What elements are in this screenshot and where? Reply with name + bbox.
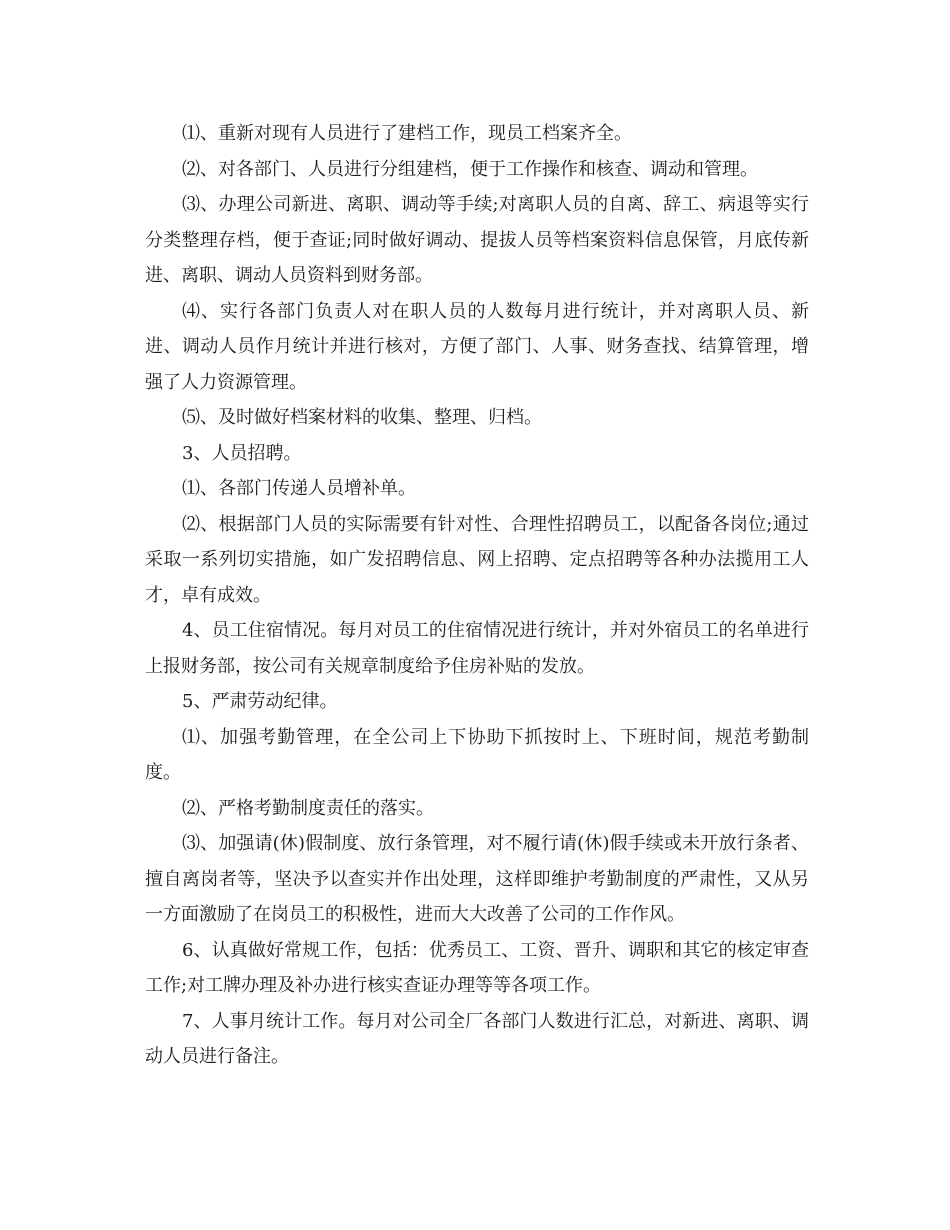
paragraph-archive-2: ⑵、对各部门、人员进行分组建档，便于工作操作和核查、调动和管理。 xyxy=(182,158,758,180)
document-body xyxy=(145,116,809,1075)
paragraph-accommodation: 4、员工住宿情况。每月对员工的住宿情况进行统计，并对外宿员工的名单进行上报财务部，按公司有关规章制度给予住房补贴的发放。 xyxy=(145,620,809,677)
section-heading-recruitment: 3、人员招聘。 xyxy=(182,442,302,464)
paragraph-archive-5: ⑸、及时做好档案材料的收集、整理、归档。 xyxy=(182,407,542,428)
paragraph-monthly-statistics: 7、人事月统计工作。每月对公司全厂各部门人数进行汇总，对新进、离职、调动人员进行备注。 xyxy=(145,1010,809,1067)
paragraph-discipline-1: ⑴、加强考勤管理，在全公司上下协助下抓按时上、下班时间，规范考勤制度。 xyxy=(145,726,809,783)
paragraph-archive-1: ⑴、重新对现有人员进行了建档工作，现员工档案齐全。 xyxy=(182,123,632,144)
paragraph-discipline-3: ⑶、加强请(休)假制度、放行条管理，对不履行请(休)假手续或未开放行条者、擅自离岗者等，坚决予以查实并作出处理，这样即维护考勤制度的严肃性，又从另一方面激励了在岗员工的积极性，进而大大改善了公司的工作作风。 xyxy=(145,833,809,925)
paragraph-archive-4: ⑷、实行各部门负责人对在职人员的人数每月进行统计，并对离职人员、新进、调动人员作月统计并进行核对，方便了部门、人事、财务查找、结算管理，增强了人力资源管理。 xyxy=(145,300,809,393)
paragraph-recruitment-1: ⑴、各部门传递人员增补单。 xyxy=(182,478,416,499)
paragraph-recruitment-2: ⑵、根据部门人员的实际需要有针对性、合理性招聘员工，以配备各岗位;通过采取一系列切实措施，如广发招聘信息、网上招聘、定点招聘等各种办法揽用工人才，卓有成效。 xyxy=(145,513,809,606)
paragraph-archive-3: ⑶、办理公司新进、离职、调动等手续;对离职人员的自离、辞工、病退等实行分类整理存档，便于查证;同时做好调动、提拔人员等档案资料信息保管，月底传新进、离职、调动人员资料到财务部。 xyxy=(145,194,809,286)
section-heading-discipline: 5、严肃劳动纪律。 xyxy=(182,691,338,712)
paragraph-discipline-2: ⑵、严格考勤制度责任的落实。 xyxy=(182,797,434,819)
paragraph-routine-work: 6、认真做好常规工作，包括：优秀员工、工资、晋升、调职和其它的核定审查工作;对工牌办理及补办进行核实查证办理等等各项工作。 xyxy=(145,939,809,996)
